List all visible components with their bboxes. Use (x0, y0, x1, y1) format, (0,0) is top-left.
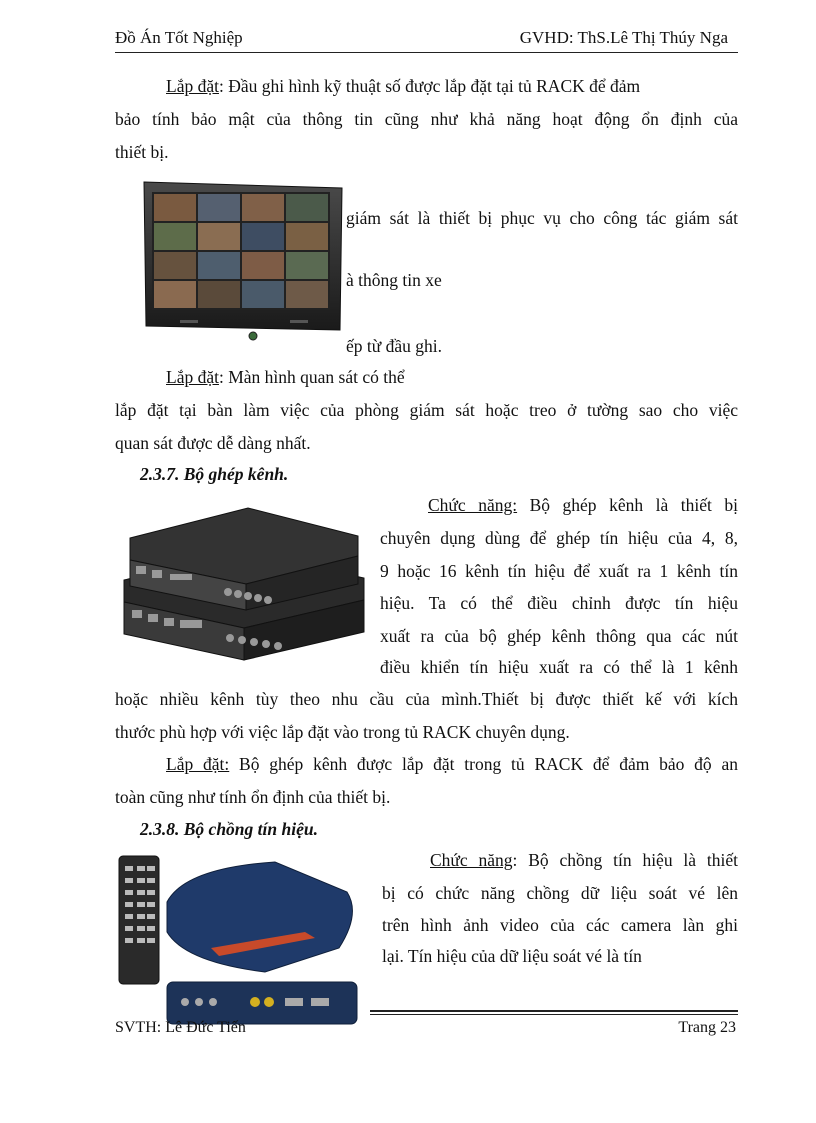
install-label: Lắp đặt: (166, 754, 230, 774)
header-divider (115, 52, 738, 53)
s238-line1-text: : Bộ chồng tín hiệu là thiết (512, 850, 738, 870)
footer-left: SVTH: Lê Đức Tiến (115, 1019, 246, 1036)
function-label: Chức năng: (428, 495, 518, 515)
s237-install-line2: toàn cũng như tính ổn định của thiết bị. (115, 787, 391, 807)
overlay-device-image (115, 852, 365, 1030)
p2-line3: quan sát được dễ dàng nhất. (115, 433, 311, 453)
s237-line8: thước phù hợp với việc lắp đặt vào trong tủ RACK chuyên dụng. (115, 722, 570, 742)
multiplexer-image (118, 500, 368, 668)
s237-line1-text: Bộ ghép kênh là thiết bị (517, 495, 738, 515)
section-heading-2-3-8: 2.3.8. Bộ chồng tín hiệu. (140, 819, 318, 839)
s237-line1 (428, 495, 738, 516)
p2-line1 (166, 367, 405, 388)
s237-line4: hiệu. Ta có thể điều chỉnh được tín hiệu (380, 593, 738, 613)
monitor-line1: giám sát là thiết bị phục vụ cho công tác giám sát (346, 208, 738, 228)
monitor-image (140, 180, 346, 355)
monitor-line2: à thông tin xe (346, 270, 442, 290)
s237-install-line1 (166, 754, 738, 775)
s237-line7: hoặc nhiều kênh tùy theo nhu cầu của mình.Thiết bị được thiết kế với kích (115, 689, 738, 709)
s237-install-line1-text: Bộ ghép kênh được lắp đặt trong tủ RACK để đảm bảo độ an (229, 754, 738, 774)
p2-line1-text: : Màn hình quan sát có thể (218, 367, 405, 387)
s238-line1 (430, 850, 738, 871)
s237-line5: xuất ra của bộ ghép kênh thông qua các nút (380, 626, 738, 646)
s238-line3: trên hình ảnh video của các camera làn ghi (382, 915, 738, 935)
s238-line2: bị có chức năng chồng dữ liệu soát vé lên (382, 883, 738, 903)
p1-line2: bảo tính bảo mật của thông tin cũng như khả năng hoạt động ổn định của (115, 109, 738, 129)
install-label: Lắp đặt (166, 367, 219, 387)
install-label: Lắp đặt (166, 76, 219, 96)
footer-page-number: Trang 23 (678, 1019, 736, 1036)
monitor-line3: ếp từ đầu ghi. (346, 336, 442, 356)
section-heading-2-3-7: 2.3.7. Bộ ghép kênh. (140, 464, 289, 484)
s237-line3: 9 hoặc 16 kênh tín hiệu để xuất ra 1 kênh tín (380, 561, 738, 581)
s238-line4: lại. Tín hiệu của dữ liệu soát vé là tín (382, 946, 642, 966)
function-label: Chức năng (430, 850, 513, 870)
p2-line2: lắp đặt tại bàn làm việc của phòng giám sát hoặc treo ở tường sao cho việc (115, 400, 738, 420)
s237-line2: chuyên dụng dùng để ghép tín hiệu của 4, 8, (380, 528, 738, 548)
p1-line1 (166, 76, 640, 97)
p1-line3: thiết bị. (115, 142, 169, 162)
footer-divider (370, 1010, 738, 1012)
header-right: GVHD: ThS.Lê Thị Thúy Nga (519, 28, 728, 47)
s237-line6: điều khiển tín hiệu xuất ra có thể là 1 kênh (380, 657, 738, 677)
p1-line1-text: : Đầu ghi hình kỹ thuật số được lắp đặt tại tủ RACK để đảm (218, 76, 641, 96)
header-left: Đồ Án Tốt Nghiệp (115, 28, 243, 47)
footer-divider-thin (370, 1014, 738, 1015)
